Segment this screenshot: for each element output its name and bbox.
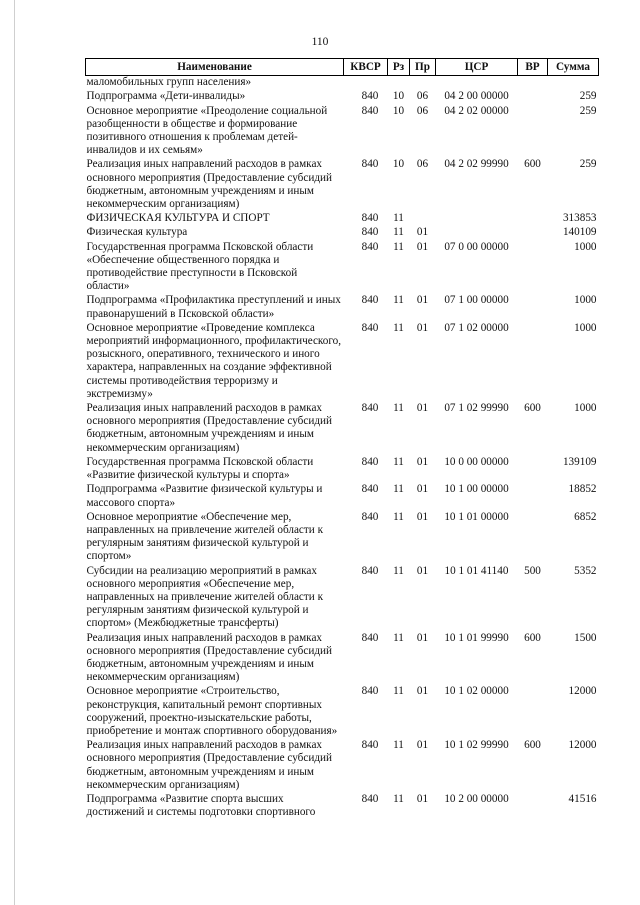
table-row [86, 241, 599, 295]
cell-pr: 06 [416, 104, 429, 117]
cell-sum: 259 [579, 104, 597, 117]
cell-csr [436, 76, 518, 91]
cell-vr [518, 511, 548, 565]
column-header-csr: ЦСР [436, 59, 518, 76]
cell-pr: 01 [416, 631, 429, 644]
cell-rz: 11 [393, 564, 404, 577]
cell-pr: 01 [416, 321, 429, 334]
cell-sum: 1000 [574, 321, 597, 334]
cell-name: Подпрограмма «Развитие физической культуры и массового спорта» [86, 483, 323, 509]
table-row [86, 158, 599, 212]
cell-pr: 01 [416, 483, 429, 496]
cell-name: Подпрограмма «Дети-инвалиды» [86, 90, 246, 103]
cell-csr: 07 1 00 00000 [444, 294, 509, 307]
cell-name: Реализация иных направлений расходов в рамках основного мероприятия (Предоставление субсидий бюджетным, автономным учреждениям и иным некоммерческим организациям) [86, 402, 332, 454]
cell-sum: 1000 [574, 402, 597, 415]
column-header-sum: Сумма [548, 59, 599, 76]
cell-kvsr: 840 [361, 90, 379, 103]
cell-pr: 01 [416, 510, 429, 523]
cell-rz: 11 [393, 631, 404, 644]
cell-csr: 04 2 02 99990 [444, 158, 509, 171]
cell-kvsr: 840 [361, 685, 379, 698]
scan-edge-line [14, 0, 15, 905]
cell-vr: 600 [524, 739, 541, 752]
cell-csr: 10 1 01 00000 [444, 510, 509, 523]
cell-kvsr: 840 [361, 631, 379, 644]
cell-name: маломобильных групп населения» [86, 76, 252, 89]
cell-rz: 11 [393, 483, 404, 496]
cell-sum: 259 [579, 90, 597, 103]
cell-name: Реализация иных направлений расходов в рамках основного мероприятия (Предоставление субсидий бюджетным, автономным учреждениям и иным некоммерческим организациям) [86, 631, 332, 684]
cell-csr: 07 1 02 99990 [444, 402, 509, 415]
cell-csr: 04 2 00 00000 [444, 90, 509, 103]
cell-vr [518, 212, 548, 226]
cell-rz [388, 76, 410, 91]
cell-vr [518, 90, 548, 104]
cell-vr: 600 [524, 158, 541, 171]
header-row [86, 59, 599, 76]
cell-rz: 10 [392, 104, 405, 117]
cell-csr: 07 0 00 00000 [444, 240, 509, 253]
cell-sum: 41516 [568, 792, 597, 805]
cell-pr: 01 [416, 739, 429, 752]
cell-kvsr: 840 [361, 564, 379, 577]
cell-kvsr: 840 [361, 792, 379, 805]
cell-csr [436, 212, 518, 226]
cell-pr: 01 [416, 564, 429, 577]
cell-pr [410, 212, 436, 226]
page-number: 110 [311, 36, 329, 48]
cell-sum [548, 76, 599, 91]
cell-sum: 1000 [574, 294, 597, 307]
cell-sum: 12000 [568, 739, 597, 752]
table-row [86, 632, 599, 686]
cell-pr: 01 [416, 294, 429, 307]
cell-rz: 11 [393, 792, 404, 805]
table-row [86, 685, 599, 739]
cell-vr [518, 456, 548, 483]
table-row [86, 511, 599, 565]
cell-sum: 139109 [562, 455, 597, 468]
cell-name: ФИЗИЧЕСКАЯ КУЛЬТУРА И СПОРТ [86, 212, 270, 225]
cell-rz: 10 [392, 158, 405, 171]
cell-sum: 12000 [568, 685, 597, 698]
cell-rz: 10 [392, 90, 405, 103]
cell-vr [518, 294, 548, 321]
cell-sum: 6852 [574, 510, 597, 523]
budget-table [85, 58, 599, 820]
cell-name: Государственная программа Псковской области «Обеспечение общественного порядка и противодействие преступности в Псковской области» [86, 240, 314, 293]
table-row [86, 226, 599, 240]
table-row [86, 76, 599, 91]
cell-name: Государственная программа Псковской области «Развитие физической культуры и спорта» [86, 455, 314, 482]
cell-pr: 01 [416, 240, 429, 253]
cell-pr: 01 [416, 685, 429, 698]
cell-name: Подпрограмма «Развитие спорта высших достижений и системы подготовки спортивного [86, 792, 316, 819]
cell-rz: 11 [393, 510, 404, 523]
column-header-vr: ВР [518, 59, 548, 76]
cell-rz: 11 [393, 294, 404, 307]
cell-rz: 11 [393, 455, 404, 468]
cell-vr: 500 [524, 564, 541, 577]
table-row [86, 322, 599, 402]
cell-vr: 600 [524, 631, 541, 644]
cell-rz: 11 [393, 321, 404, 334]
cell-kvsr: 840 [361, 226, 379, 239]
cell-kvsr: 840 [361, 294, 379, 307]
cell-sum: 140109 [562, 226, 597, 239]
cell-vr [518, 793, 548, 820]
cell-sum: 1500 [574, 631, 597, 644]
cell-pr: 01 [416, 402, 429, 415]
cell-vr [518, 76, 548, 91]
cell-pr: 06 [416, 158, 429, 171]
cell-kvsr: 840 [361, 104, 379, 117]
cell-vr: 600 [524, 402, 541, 415]
cell-kvsr: 840 [361, 510, 379, 523]
cell-name: Основное мероприятие «Обеспечение мер, направленных на привлечение жителей области к регулярным занятиям физической культурой и спортом» [86, 510, 323, 563]
cell-csr: 07 1 02 00000 [444, 321, 509, 334]
cell-kvsr: 840 [361, 240, 379, 253]
cell-pr [410, 76, 436, 91]
cell-name: Физическая культура [86, 226, 188, 239]
cell-name: Основное мероприятие «Проведение комплекса мероприятий информационного, профилактического, розыскного, оперативного, технического и иного характера, направленных на создание эффективной системы противодействия терроризму и экстремизму» [86, 321, 342, 400]
cell-csr: 10 1 00 00000 [444, 483, 509, 496]
cell-kvsr: 840 [361, 402, 379, 415]
cell-kvsr: 840 [361, 739, 379, 752]
cell-pr: 06 [416, 90, 429, 103]
table-row [86, 739, 599, 793]
cell-rz: 11 [393, 685, 404, 698]
table-row [86, 294, 599, 321]
table-row [86, 456, 599, 483]
cell-pr: 01 [416, 455, 429, 468]
cell-sum: 259 [579, 158, 597, 171]
cell-rz: 11 [393, 402, 404, 415]
cell-vr [518, 105, 548, 159]
cell-rz: 11 [393, 739, 404, 752]
cell-rz: 11 [393, 212, 404, 225]
table-row [86, 483, 599, 510]
cell-csr [436, 226, 518, 240]
cell-name: Основное мероприятие «Строительство, реконструкция, капитальный ремонт спортивных сооружений, проектно-изыскательские работы, приобретение и монтаж спортивного оборудования» [86, 685, 338, 737]
table-row [86, 212, 599, 226]
cell-vr [518, 241, 548, 295]
cell-kvsr: 840 [361, 321, 379, 334]
cell-rz: 11 [393, 240, 404, 253]
cell-name: Основное мероприятие «Преодоление социальной разобщенности в обществе и формирование позитивного отношения к проблемам детей-инвалидов и их семьям» [86, 104, 328, 157]
cell-csr: 10 1 02 99990 [444, 739, 509, 752]
cell-vr [518, 322, 548, 402]
cell-sum: 1000 [574, 240, 597, 253]
cell-kvsr: 840 [361, 455, 379, 468]
cell-csr: 10 1 02 00000 [444, 685, 509, 698]
cell-kvsr [344, 76, 388, 91]
table-header [86, 59, 599, 76]
cell-name: Реализация иных направлений расходов в рамках основного мероприятия (Предоставление субсидий бюджетным, автономным учреждениям и иным некоммерческим организациям) [86, 158, 332, 211]
cell-sum: 5352 [574, 564, 597, 577]
cell-csr: 04 2 02 00000 [444, 104, 509, 117]
column-header-rz: Рз [388, 59, 410, 76]
cell-vr [518, 226, 548, 240]
cell-name: Подпрограмма «Профилактика преступлений и иных правонарушений в Псковской области» [86, 294, 341, 320]
column-header-kvsr: КВСР [344, 59, 388, 76]
table-row [86, 793, 599, 820]
cell-csr: 10 0 00 00000 [444, 455, 509, 468]
cell-csr: 10 1 01 99990 [444, 631, 509, 644]
cell-csr: 10 2 00 00000 [444, 792, 509, 805]
column-header-pr: Пр [410, 59, 436, 76]
table-row [86, 90, 599, 104]
cell-kvsr: 840 [361, 158, 379, 171]
cell-csr: 10 1 01 41140 [444, 564, 509, 577]
cell-pr: 01 [416, 226, 429, 239]
table-row [86, 402, 599, 456]
cell-kvsr: 840 [361, 483, 379, 496]
cell-vr [518, 685, 548, 739]
table-row [86, 105, 599, 159]
cell-kvsr: 840 [361, 212, 379, 225]
cell-sum: 18852 [568, 483, 597, 496]
table-body [86, 76, 599, 821]
cell-name: Субсидии на реализацию мероприятий в рамках основного мероприятия «Обеспечение мер, направленных на привлечение жителей области к регулярным занятиям физической культурой и спортом» (Межбюджетные трансферты) [86, 564, 323, 630]
cell-sum: 313853 [562, 212, 597, 225]
column-header-name: Наименование [86, 59, 344, 76]
cell-vr [518, 483, 548, 510]
cell-pr: 01 [416, 792, 429, 805]
cell-name: Реализация иных направлений расходов в рамках основного мероприятия (Предоставление субсидий бюджетным, автономным учреждениям и иным некоммерческим организациям) [86, 739, 332, 791]
table-row [86, 565, 599, 632]
cell-rz: 11 [393, 226, 404, 239]
